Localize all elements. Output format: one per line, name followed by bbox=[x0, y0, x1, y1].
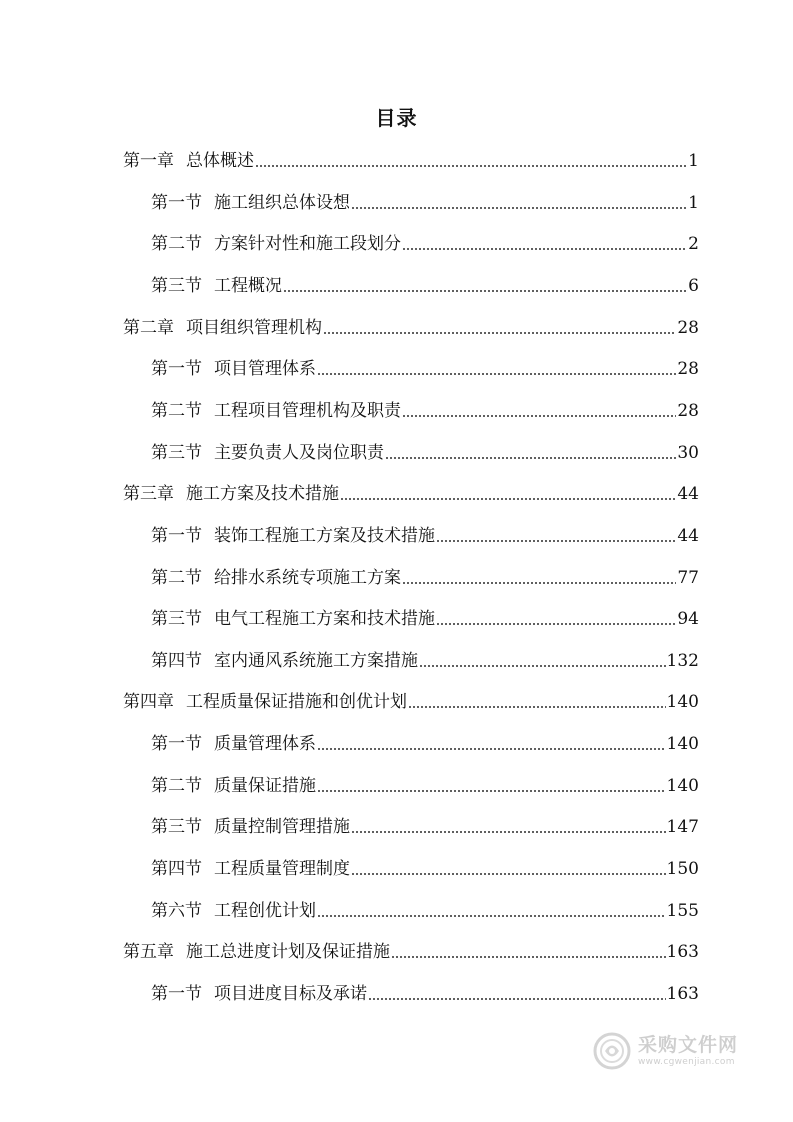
toc-section-entry[interactable] bbox=[151, 643, 699, 671]
toc-entry-label bbox=[151, 734, 316, 754]
toc-entry-text: 施工组织总体设想 bbox=[214, 192, 350, 213]
toc-section-entry[interactable] bbox=[151, 601, 699, 629]
toc-page-number: 28 bbox=[677, 317, 699, 338]
toc-entry-text: 项目进度目标及承诺 bbox=[214, 984, 367, 1004]
toc-section-entry[interactable] bbox=[151, 518, 699, 546]
toc-page-number: 140 bbox=[666, 775, 699, 796]
toc-leader-dots bbox=[351, 830, 666, 834]
toc-entry-number: 第一节 bbox=[151, 359, 202, 380]
toc-page-number: 140 bbox=[666, 692, 699, 713]
toc-entry-text: 项目组织管理机构 bbox=[186, 317, 322, 338]
toc-page-number: 150 bbox=[666, 859, 699, 880]
toc-entry-label bbox=[151, 193, 350, 213]
toc-leader-dots bbox=[255, 164, 687, 168]
toc-page-number: 163 bbox=[666, 984, 699, 1004]
toc-section-entry[interactable] bbox=[151, 893, 699, 921]
toc-page-number: 2 bbox=[688, 234, 699, 255]
toc-page-number: 1 bbox=[688, 192, 699, 213]
watermark-name: 采购文件网 bbox=[638, 1034, 739, 1056]
toc-leader-dots bbox=[351, 872, 666, 876]
toc-entry-number: 第一节 bbox=[151, 734, 202, 755]
toc-entry-label bbox=[123, 151, 254, 171]
toc-entry-number: 第三节 bbox=[151, 275, 202, 296]
toc-section-entry[interactable] bbox=[151, 976, 699, 1004]
toc-entry-text: 项目管理体系 bbox=[214, 359, 316, 380]
toc-leader-dots bbox=[402, 414, 676, 418]
toc-section-entry[interactable] bbox=[151, 726, 699, 754]
toc-entry-label bbox=[123, 942, 390, 962]
toc-page-number: 28 bbox=[677, 359, 699, 380]
toc-section-entry[interactable] bbox=[151, 226, 699, 254]
toc-entry-number: 第二章 bbox=[123, 317, 174, 338]
toc-entry-text: 工程质量保证措施和创优计划 bbox=[186, 692, 407, 713]
toc-entry-text: 施工总进度计划及保证措施 bbox=[186, 942, 390, 963]
toc-entry-text: 主要负责人及岗位职责 bbox=[214, 442, 384, 463]
toc-leader-dots bbox=[317, 372, 676, 376]
toc-page-number: 44 bbox=[677, 484, 699, 505]
toc-section-entry[interactable] bbox=[151, 268, 699, 296]
toc-page-number: 77 bbox=[677, 567, 699, 588]
toc-entry-label bbox=[151, 651, 418, 671]
toc-leader-dots bbox=[368, 997, 666, 1001]
toc-entry-text: 质量控制管理措施 bbox=[214, 817, 350, 838]
toc-entry-label bbox=[151, 817, 350, 837]
toc-page-number: 140 bbox=[666, 734, 699, 755]
toc-entry-label bbox=[123, 484, 339, 504]
cgwenjian-logo-icon bbox=[592, 1031, 632, 1071]
toc-leader-dots bbox=[351, 206, 687, 210]
toc-entry-label bbox=[151, 609, 435, 629]
toc-leader-dots bbox=[408, 705, 666, 709]
toc-section-entry[interactable] bbox=[151, 768, 699, 796]
toc-entry-number: 第一节 bbox=[151, 192, 202, 213]
toc-leader-dots bbox=[436, 539, 676, 543]
toc-page-number: 155 bbox=[666, 900, 699, 921]
toc-entry-text: 工程质量管理制度 bbox=[214, 859, 350, 880]
toc-entry-text: 施工方案及技术措施 bbox=[186, 484, 339, 505]
toc-entry-text: 装饰工程施工方案及技术措施 bbox=[214, 525, 435, 546]
toc-entry-label bbox=[151, 443, 384, 463]
toc-page-number: 132 bbox=[666, 650, 699, 671]
toc-leader-dots bbox=[317, 914, 666, 918]
watermark bbox=[592, 1028, 752, 1074]
toc-section-entry[interactable] bbox=[151, 351, 699, 379]
toc-leader-dots bbox=[436, 622, 676, 626]
toc-entry-label bbox=[151, 526, 435, 546]
toc-entry-label bbox=[151, 901, 316, 921]
toc-entry-number: 第一节 bbox=[151, 984, 202, 1004]
toc-entry-number: 第三章 bbox=[123, 484, 174, 505]
toc-entry-text: 质量保证措施 bbox=[214, 775, 316, 796]
toc-entry-label bbox=[123, 318, 322, 338]
toc-entry-number: 第一节 bbox=[151, 525, 202, 546]
toc-entry-text: 方案针对性和施工段划分 bbox=[214, 234, 401, 255]
toc-entry-label bbox=[151, 859, 350, 879]
toc-page-number: 163 bbox=[666, 942, 699, 963]
toc-entry-label bbox=[123, 692, 407, 712]
toc-entry-text: 室内通风系统施工方案措施 bbox=[214, 650, 418, 671]
toc-entry-number: 第二节 bbox=[151, 567, 202, 588]
toc-entry-label bbox=[151, 568, 401, 588]
toc-entry-text: 质量管理体系 bbox=[214, 734, 316, 755]
toc-page-number: 28 bbox=[677, 400, 699, 421]
toc-entry-text: 总体概述 bbox=[186, 151, 254, 171]
toc-entry-number: 第四章 bbox=[123, 692, 174, 713]
toc-entry-number: 第三节 bbox=[151, 817, 202, 838]
toc-section-entry[interactable] bbox=[151, 393, 699, 421]
toc-leader-dots bbox=[317, 747, 666, 751]
toc-page-number: 147 bbox=[666, 817, 699, 838]
toc-page-number: 6 bbox=[688, 275, 699, 296]
toc-entry-text: 给排水系统专项施工方案 bbox=[214, 567, 401, 588]
watermark-url: www.cgwenjian.com bbox=[638, 1057, 735, 1067]
toc-chapter-entry[interactable] bbox=[123, 310, 699, 338]
toc-chapter-entry[interactable] bbox=[123, 684, 699, 712]
toc-page-number: 30 bbox=[677, 442, 699, 463]
toc-entry-text: 工程项目管理机构及职责 bbox=[214, 400, 401, 421]
toc-leader-dots bbox=[323, 331, 676, 335]
toc-entry-label bbox=[151, 359, 316, 379]
toc-entry-number: 第四节 bbox=[151, 859, 202, 880]
toc-entry-label bbox=[151, 776, 316, 796]
toc-section-entry[interactable] bbox=[151, 185, 699, 213]
toc-section-entry[interactable] bbox=[151, 851, 699, 879]
toc-section-entry[interactable] bbox=[151, 435, 699, 463]
toc-page-number: 1 bbox=[688, 151, 699, 171]
toc-entry-label bbox=[151, 984, 367, 1004]
toc-entry-number: 第三节 bbox=[151, 442, 202, 463]
toc-chapter-entry[interactable] bbox=[123, 476, 699, 504]
toc-leader-dots bbox=[340, 497, 676, 501]
toc-entry-number: 第二节 bbox=[151, 234, 202, 255]
toc-leader-dots bbox=[317, 789, 666, 793]
toc-entry-label bbox=[151, 276, 282, 296]
toc-entry-number: 第一章 bbox=[123, 151, 174, 171]
toc-chapter-entry[interactable] bbox=[123, 143, 699, 171]
toc-section-entry[interactable] bbox=[151, 560, 699, 588]
toc-entry-number: 第六节 bbox=[151, 900, 202, 921]
toc-chapter-entry[interactable] bbox=[123, 934, 699, 962]
toc-leader-dots bbox=[402, 247, 687, 251]
toc-entry-label bbox=[151, 234, 401, 254]
toc-leader-dots bbox=[419, 664, 666, 668]
toc-leader-dots bbox=[391, 955, 666, 959]
toc-leader-dots bbox=[283, 289, 687, 293]
toc-entry-label bbox=[151, 401, 401, 421]
toc-entry-number: 第二节 bbox=[151, 775, 202, 796]
toc-entry-number: 第三节 bbox=[151, 609, 202, 630]
toc-leader-dots bbox=[402, 581, 676, 585]
toc-entry-text: 电气工程施工方案和技术措施 bbox=[214, 609, 435, 630]
toc-leader-dots bbox=[385, 456, 676, 460]
toc-section-entry[interactable] bbox=[151, 809, 699, 837]
toc-page-number: 94 bbox=[677, 609, 699, 630]
toc-entry-number: 第四节 bbox=[151, 650, 202, 671]
toc-entry-text: 工程概况 bbox=[214, 275, 282, 296]
toc-entry-number: 第二节 bbox=[151, 400, 202, 421]
toc-title: 目录 bbox=[375, 106, 418, 130]
toc-entry-number: 第五章 bbox=[123, 942, 174, 963]
toc-page-number: 44 bbox=[677, 525, 699, 546]
toc-entry-text: 工程创优计划 bbox=[214, 900, 316, 921]
